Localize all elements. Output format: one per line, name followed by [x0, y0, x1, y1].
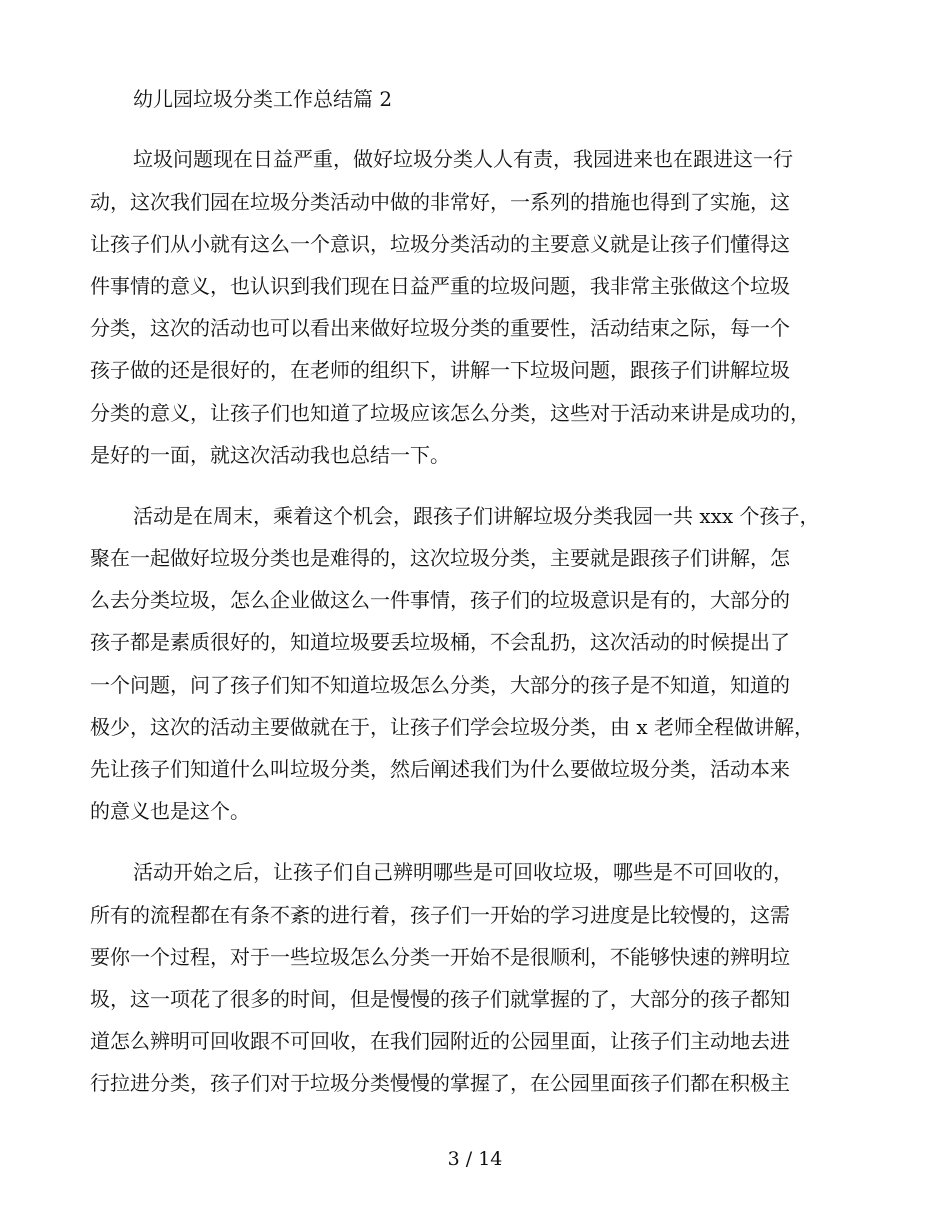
paragraph-line: 分类，这次的活动也可以看出来做好垃圾分类的重要性，活动结束之际，每一个 [90, 316, 790, 340]
paragraph-line: 垃圾问题现在日益严重，做好垃圾分类人人有责，我园进来也在跟进这一行 [133, 147, 793, 171]
paragraph-line: 先让孩子们知道什么叫垃圾分类，然后阐述我们为什么要做垃圾分类，活动本来 [90, 757, 790, 781]
page-number: 3 / 14 [447, 1148, 503, 1170]
paragraph-line: 极少，这次的活动主要做就在于，让孩子们学会垃圾分类，由 x 老师全程做讲解， [90, 715, 814, 739]
paragraph-line: 件事情的意义，也认识到我们现在日益严重的垃圾问题，我非常主张做这个垃圾 [90, 274, 790, 298]
document-title: 幼儿园垃圾分类工作总结篇 2 [133, 87, 393, 111]
paragraph-line: 聚在一起做好垃圾分类也是难得的，这次垃圾分类，主要就是跟孩子们讲解，怎 [90, 546, 790, 570]
paragraph-line: 孩子做的还是很好的，在老师的组织下，讲解一下垃圾问题，跟孩子们讲解垃圾 [90, 358, 790, 382]
paragraph-line: 是好的一面，就这次活动我也总结一下。 [90, 443, 450, 467]
paragraph-line: 要你一个过程，对于一些垃圾怎么分类一开始不是很顺利，不能够快速的辨明垃 [90, 945, 790, 969]
paragraph-line: 分类的意义，让孩子们也知道了垃圾应该怎么分类，这些对于活动来讲是成功的， [90, 401, 810, 425]
paragraph-line: 一个问题，问了孩子们知不知道垃圾怎么分类，大部分的孩子是不知道，知道的 [90, 673, 790, 697]
paragraph-line: 的意义也是这个。 [90, 799, 250, 823]
paragraph-line: 么去分类垃圾，怎么企业做这么一件事情，孩子们的垃圾意识是有的，大部分的 [90, 588, 790, 612]
paragraph-line: 道怎么辨明可回收跟不可回收，在我们园附近的公园里面，让孩子们主动地去进 [90, 1029, 790, 1053]
paragraph-line: 活动开始之后，让孩子们自己辨明哪些是可回收垃圾，哪些是不可回收的， [133, 860, 793, 884]
paragraph-line: 孩子都是素质很好的，知道垃圾要丢垃圾桶，不会乱扔，这次活动的时候提出了 [90, 630, 790, 654]
paragraph-line: 所有的流程都在有条不紊的进行着，孩子们一开始的学习进度是比较慢的，这需 [90, 903, 790, 927]
paragraph-line: 活动是在周末，乘着这个机会，跟孩子们讲解垃圾分类我园一共 xxx 个孩子， [133, 504, 820, 528]
paragraph-line: 动，这次我们园在垃圾分类活动中做的非常好，一系列的措施也得到了实施，这 [90, 190, 790, 214]
paragraph-line: 让孩子们从小就有这么一个意识，垃圾分类活动的主要意义就是让孩子们懂得这 [90, 232, 790, 256]
paragraph-line: 行拉进分类，孩子们对于垃圾分类慢慢的掌握了，在公园里面孩子们都在积极主 [90, 1071, 790, 1095]
paragraph-line: 圾，这一项花了很多的时间，但是慢慢的孩子们就掌握的了，大部分的孩子都知 [90, 987, 790, 1011]
